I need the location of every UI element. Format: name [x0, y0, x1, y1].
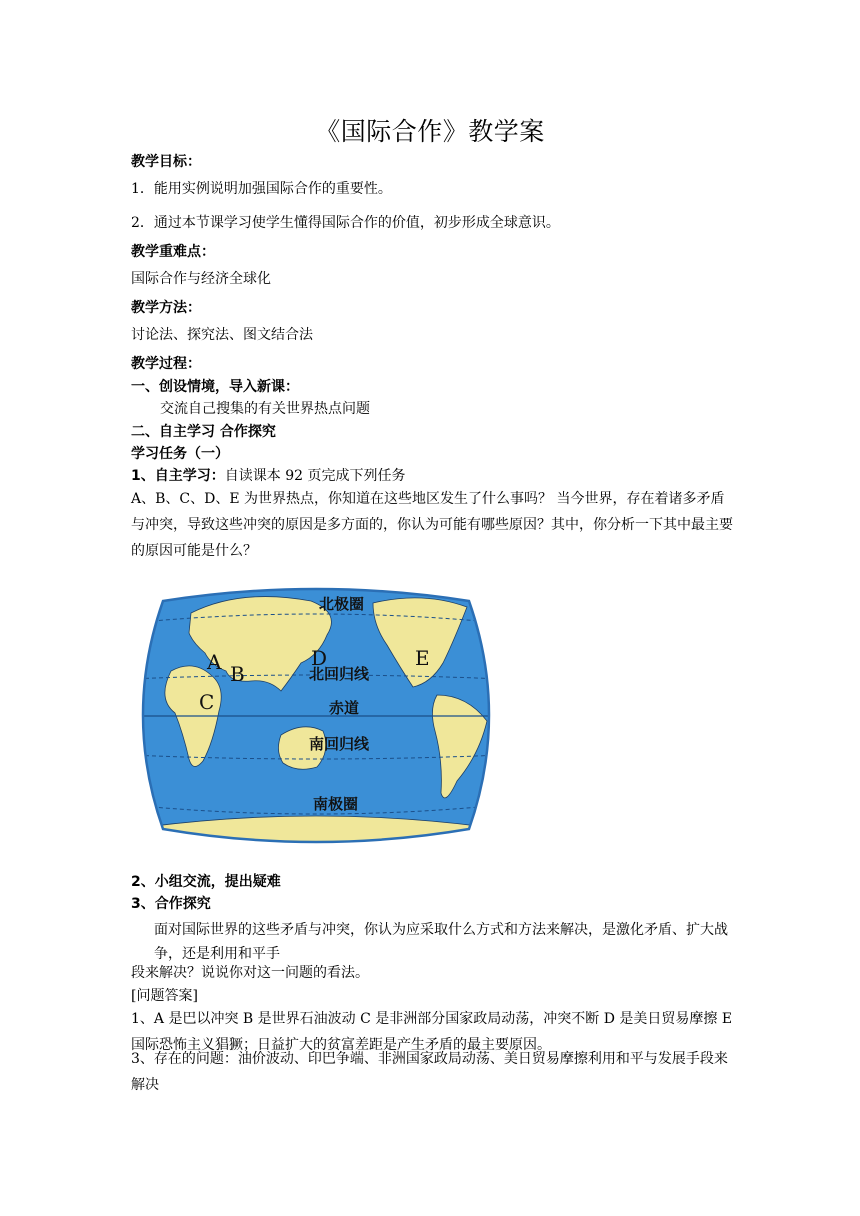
step-3-heading: 3、合作探究 [131, 896, 211, 912]
equator-label: 赤道 [329, 699, 360, 717]
task-heading: 学习任务（一） [131, 446, 229, 462]
hotspot-d: D [311, 646, 328, 670]
answer-heading: [问题答案] [131, 988, 198, 1004]
self-study-line [131, 467, 733, 485]
antarctic-circle-label: 南极圈 [313, 795, 359, 813]
hotspot-a: A [207, 650, 222, 674]
step-3-text-b: 段来解决？说说你对这一问题的看法。 [131, 965, 369, 981]
page-title: 《国际合作》教学案 [315, 117, 545, 146]
step-2-heading: 2、小组交流，提出疑难 [131, 874, 281, 890]
section-1-text: 交流自己搜集的有关世界热点问题 [160, 401, 370, 417]
objective-2: 2．通过本节课学习使学生懂得国际合作的价值，初步形成全球意识。 [131, 215, 560, 231]
answer-1: 1、A 是巴以冲突 B 是世界石油波动 C 是非洲部分国家政局动荡，冲突不断 D 是美日贸易摩擦 E 国际恐怖主义猖獗；日益扩大的贫富差距是产生矛盾的最主要原因。 [131, 1011, 733, 1053]
hotspot-b: B [230, 662, 245, 686]
tropic-cancer-label: 北回归线 [309, 665, 370, 683]
objectives-heading: 教学目标： [131, 154, 201, 170]
objective-1: 1．能用实例说明加强国际合作的重要性。 [131, 181, 392, 197]
methods-heading: 教学方法： [131, 300, 201, 316]
process-heading: 教学过程： [131, 356, 201, 372]
world-map [131, 583, 501, 847]
self-study-question: A、B、C、D、E 为世界热点，你知道在这些地区发生了什么事吗？ 当今世界，存在着诸多矛盾与冲突，导致这些冲突的原因是多方面的，你认为可能有哪些原因？其中，你分析一下其中最主要的原因可能是什么？ [131, 491, 733, 559]
key-points-heading: 教学重难点： [131, 244, 215, 260]
section-1-heading: 一、创设情境，导入新课： [131, 379, 299, 395]
tropic-capricorn-label: 南回归线 [309, 735, 370, 753]
arctic-circle-label: 北极圈 [319, 595, 365, 613]
hotspot-e: E [415, 646, 430, 670]
self-study-label: 1、自主学习： [131, 468, 225, 484]
methods-text: 讨论法、探究法、图文结合法 [131, 327, 313, 343]
hotspot-c: C [199, 690, 215, 714]
answer-3: 3、存在的问题：油价波动、印巴争端、非洲国家政局动荡、美日贸易摩擦利用和平与发展手段来解决 [131, 1051, 728, 1093]
key-points-text: 国际合作与经济全球化 [131, 271, 271, 287]
section-2-heading: 二、自主学习 合作探究 [131, 424, 276, 440]
step-3-text-a: 面对国际世界的这些矛盾与冲突，你认为应采取什么方式和方法来解决，是激化矛盾、扩大战争，还是利用和平手 [154, 922, 728, 962]
self-study-text: 自读课本 92 页完成下列任务 [224, 468, 406, 484]
